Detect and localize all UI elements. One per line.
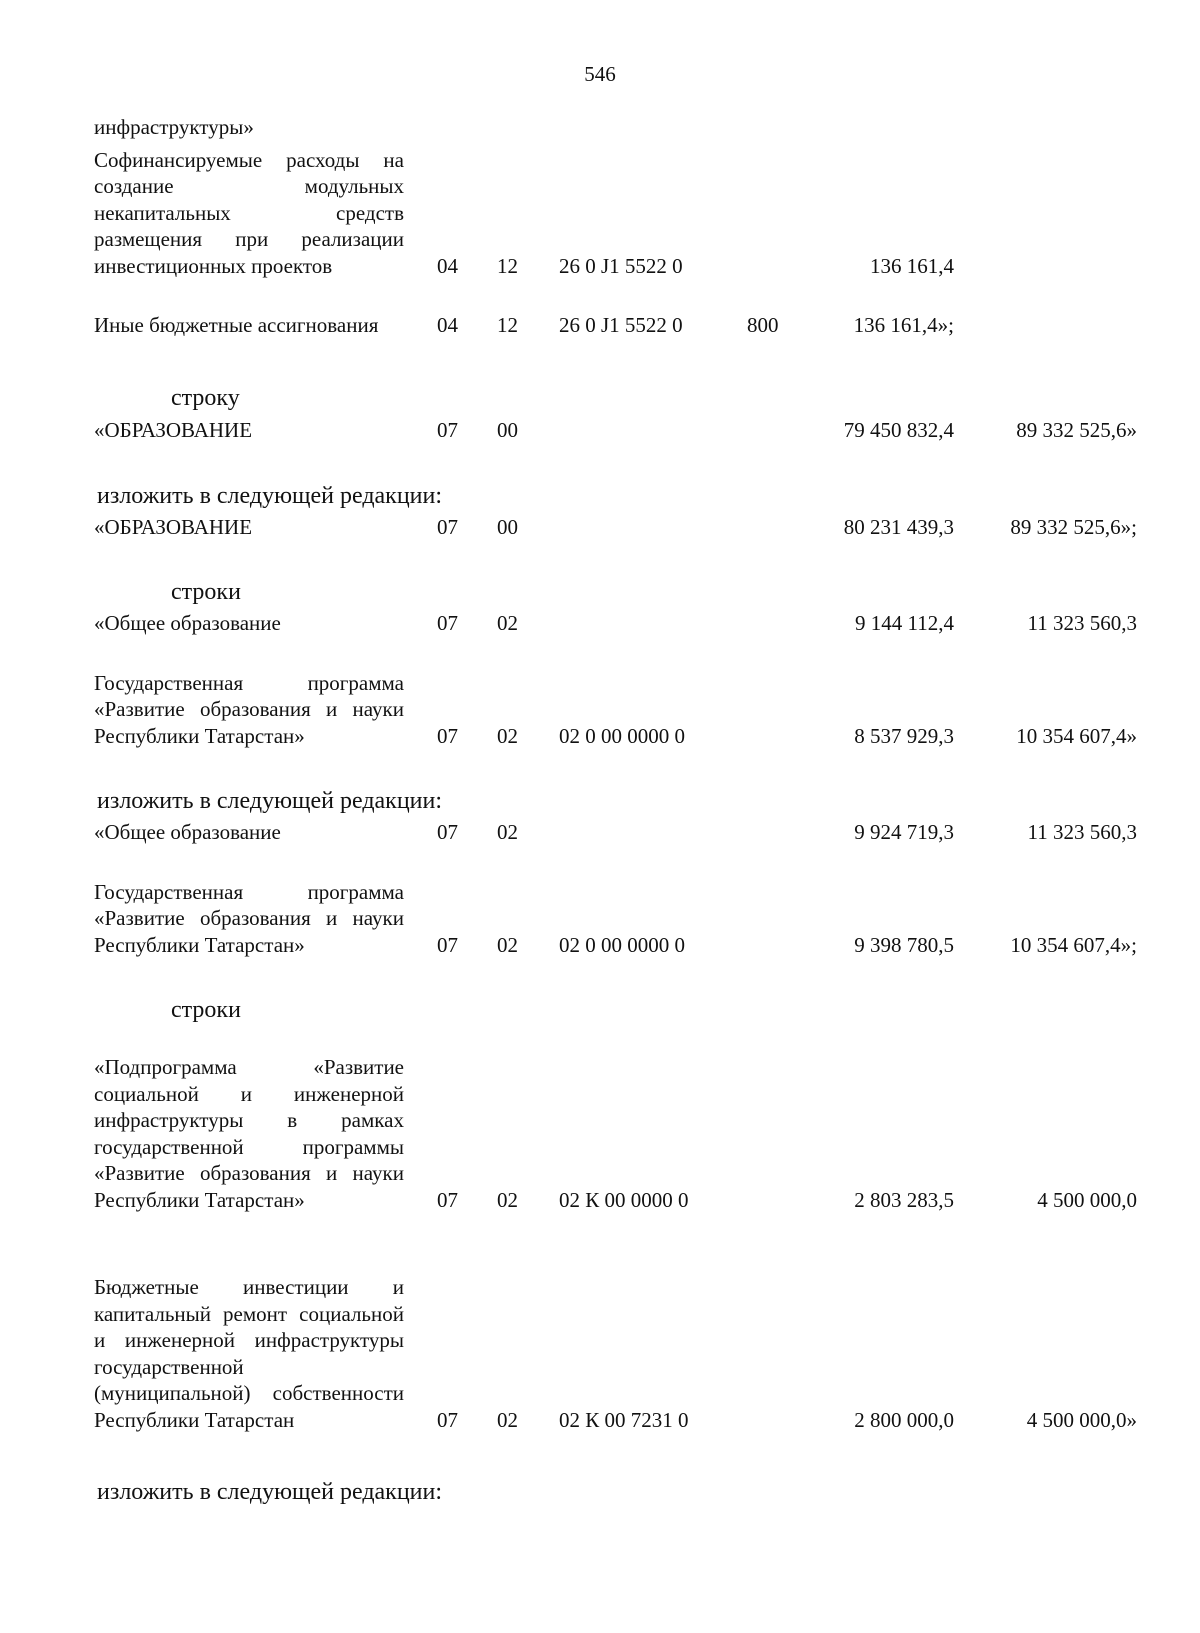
row-sum-2: 11 323 560,3	[1027, 610, 1137, 635]
row-section: 07	[437, 417, 458, 442]
row-section: 07	[437, 819, 458, 844]
row-section: 07	[437, 1407, 458, 1432]
row-name: «ОБРАЗОВАНИЕ	[94, 514, 253, 539]
row-sum-1: 136 161,4»;	[853, 312, 954, 337]
row-sum-1: 9 144 112,4	[855, 610, 954, 635]
row-section: 04	[437, 253, 458, 278]
row-name: Софинансируемые расходы на создание модульных некапитальных средств размещения при реализации инвестиционных проектов	[94, 147, 404, 278]
row-name: «ОБРАЗОВАНИЕ	[94, 417, 253, 442]
instruction-label: строку	[171, 385, 240, 411]
row-subsection: 00	[497, 417, 518, 442]
row-target-code: 26 0 J1 5522 0	[559, 253, 683, 278]
table-row	[0, 1027, 1200, 1213]
row-name: «Общее образование	[94, 610, 281, 635]
row-subsection: 02	[497, 610, 518, 635]
instruction-label: строки	[171, 997, 241, 1023]
row-subsection: 02	[497, 723, 518, 748]
instruction-label: строки	[171, 579, 241, 605]
row-subsection: 02	[497, 932, 518, 957]
instruction-label: изложить в следующей редакции:	[97, 483, 443, 509]
table-row	[0, 416, 1200, 443]
row-sum-2: 89 332 525,6»;	[1010, 514, 1137, 539]
row-section: 04	[437, 312, 458, 337]
row-section: 07	[437, 932, 458, 957]
row-section: 07	[437, 723, 458, 748]
row-sum-2: 4 500 000,0»	[1026, 1407, 1137, 1432]
table-row	[0, 113, 1200, 140]
row-expense-type: 800	[747, 312, 779, 337]
table-row	[0, 852, 1200, 958]
row-section: 07	[437, 610, 458, 635]
row-sum-1: 8 537 929,3	[854, 723, 954, 748]
row-sum-1: 2 803 283,5	[854, 1187, 954, 1212]
row-target-code: 02 0 00 0000 0	[559, 932, 685, 957]
table-row	[0, 643, 1200, 749]
row-section: 07	[437, 514, 458, 539]
row-sum-1: 2 800 000,0	[854, 1407, 954, 1432]
row-sum-2: 10 354 607,4»	[1016, 723, 1137, 748]
row-target-code: 26 0 J1 5522 0	[559, 312, 683, 337]
row-sum-1: 79 450 832,4	[843, 417, 954, 442]
row-subsection: 02	[497, 819, 518, 844]
table-row	[0, 818, 1200, 845]
table-row	[0, 1220, 1200, 1433]
row-name: Государственная программа «Развитие образования и науки Республики Татарстан»	[94, 879, 404, 957]
row-sum-1: 80 231 439,3	[843, 514, 954, 539]
row-target-code: 02 0 00 0000 0	[559, 723, 685, 748]
row-sum-1: 9 398 780,5	[854, 932, 954, 957]
row-name: инфраструктуры»	[94, 114, 254, 139]
row-target-code: 02 К 00 7231 0	[559, 1407, 689, 1432]
row-name: «Подпрограмма «Развитие социальной и инженерной инфраструктуры в рамках государственной программы «Развитие образования и науки Республики Татарстан»	[94, 1055, 404, 1212]
row-sum-1: 9 924 719,3	[854, 819, 954, 844]
row-subsection: 12	[497, 312, 518, 337]
row-sum-2: 10 354 607,4»;	[1010, 932, 1137, 957]
row-subsection: 00	[497, 514, 518, 539]
row-sum-2: 4 500 000,0	[1037, 1187, 1137, 1212]
row-name: «Общее образование	[94, 819, 281, 844]
page-number: 546	[584, 62, 616, 86]
table-row	[0, 146, 1200, 279]
instruction-label: изложить в следующей редакции:	[97, 1479, 443, 1505]
row-section: 07	[437, 1187, 458, 1212]
row-sum-1: 136 161,4	[870, 253, 954, 278]
table-row	[0, 284, 1200, 338]
table-row	[0, 513, 1200, 540]
instruction-label: изложить в следующей редакции:	[97, 788, 443, 814]
row-sum-2: 89 332 525,6»	[1016, 417, 1137, 442]
row-sum-2: 11 323 560,3	[1027, 819, 1137, 844]
row-name: Государственная программа «Развитие образования и науки Республики Татарстан»	[94, 670, 404, 748]
row-subsection: 02	[497, 1407, 518, 1432]
row-subsection: 12	[497, 253, 518, 278]
row-target-code: 02 К 00 0000 0	[559, 1187, 689, 1212]
row-subsection: 02	[497, 1187, 518, 1212]
table-row	[0, 609, 1200, 636]
row-name: Иные бюджетные ассигнования	[94, 312, 379, 337]
row-name: Бюджетные инвестиции и капитальный ремонт социальной и инженерной инфраструктуры государственной (муниципальной) собственности Республики Татарстан	[94, 1275, 404, 1432]
